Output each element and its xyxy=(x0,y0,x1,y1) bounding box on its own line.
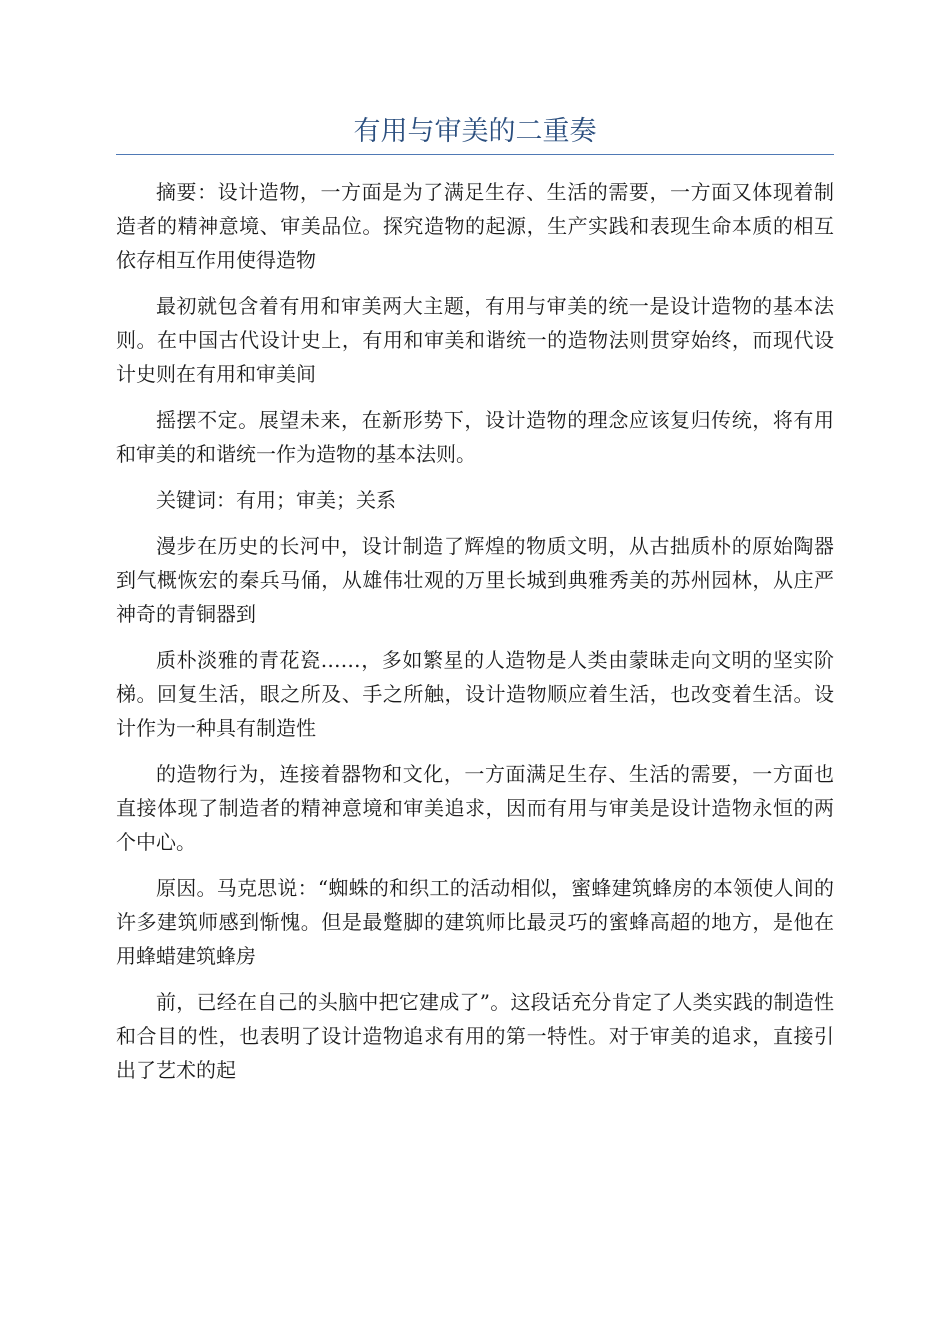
body-paragraph: 最初就包含着有用和审美两大主题，有用与审美的统一是设计造物的基本法则。在中国古代设计史上，有用和审美和谐统一的造物法则贯穿始终，而现代设计史则在有用和审美间 xyxy=(116,294,834,386)
body-paragraph: 的造物行为，连接着器物和文化，一方面满足生存、生活的需要，一方面也直接体现了制造者的精神意境和审美追求，因而有用与审美是设计造物永恒的两个中心。 xyxy=(116,762,834,854)
body-paragraph: 前，已经在自己的头脑中把它建成了”。这段话充分肯定了人类实践的制造性和合目的性，也表明了设计造物追求有用的第一特性。对于审美的追求，直接引出了艺术的起 xyxy=(116,990,834,1082)
body-paragraph: 漫步在历史的长河中，设计制造了辉煌的物质文明，从古拙质朴的原始陶器到气概恢宏的秦兵马俑，从雄伟壮观的万里长城到典雅秀美的苏州园林，从庄严神奇的青铜器到 xyxy=(116,534,834,626)
body-paragraph: 质朴淡雅的青花瓷……，多如繁星的人造物是人类由蒙昧走向文明的坚实阶梯。回复生活，眼之所及、手之所触，设计造物顺应着生活，也改变着生活。设计作为一种具有制造性 xyxy=(116,648,834,740)
abstract-paragraph: 摘要：设计造物，一方面是为了满足生存、生活的需要，一方面又体现着制造者的精神意境、审美品位。探究造物的起源，生产实践和表现生命本质的相互依存相互作用使得造物 xyxy=(116,180,834,272)
document-title: 有用与审美的二重奏 xyxy=(353,116,597,147)
keywords-paragraph: 关键词：有用；审美；关系 xyxy=(156,488,396,512)
title-underline xyxy=(116,154,834,155)
document-body xyxy=(116,175,834,1099)
body-paragraph: 原因。马克思说：“蜘蛛的和织工的活动相似，蜜蜂建筑蜂房的本领使人间的许多建筑师感到惭愧。但是最蹩脚的建筑师比最灵巧的蜜蜂高超的地方，是他在用蜂蜡建筑蜂房 xyxy=(116,876,834,968)
body-paragraph: 摇摆不定。展望未来，在新形势下，设计造物的理念应该复归传统，将有用和审美的和谐统一作为造物的基本法则。 xyxy=(116,408,834,466)
